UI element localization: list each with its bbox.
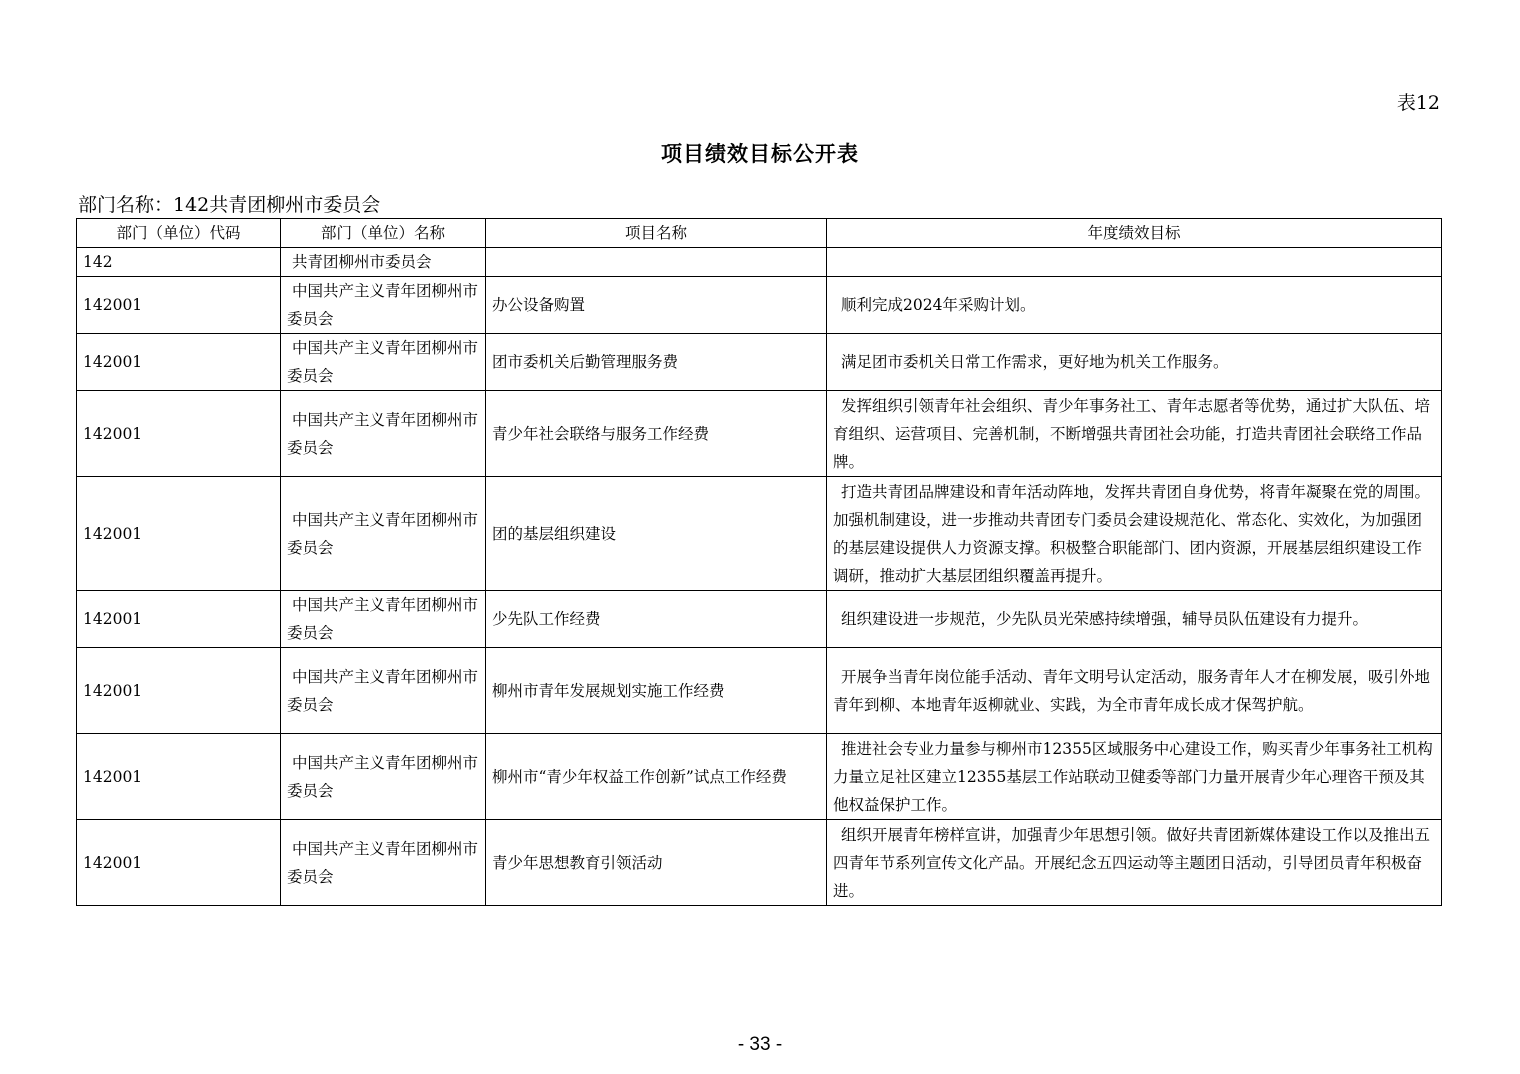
cell-goal: 满足团市委机关日常工作需求，更好地为机关工作服务。 <box>827 334 1442 391</box>
page-number: - 33 - <box>737 1034 783 1055</box>
table-row <box>77 820 1442 906</box>
table-row <box>77 334 1442 391</box>
cell-goal: 推进社会专业力量参与柳州市12355区域服务中心建设工作，购买青少年事务社工机构力量立足社区建立12355基层工作站联动卫健委等部门力量开展青少年心理咨干预及其他权益保护工作。 <box>827 734 1442 820</box>
cell-code: 142001 <box>77 334 281 391</box>
table-row <box>77 591 1442 648</box>
header-dept-name: 部门（单位）名称 <box>281 219 486 248</box>
table-number: 表12 <box>1396 92 1440 114</box>
cell-project: 团的基层组织建设 <box>486 477 827 591</box>
department-name: 部门名称：142共青团柳州市委员会 <box>78 194 381 216</box>
cell-project: 团市委机关后勤管理服务费 <box>486 334 827 391</box>
cell-goal: 组织开展青年榜样宣讲，加强青少年思想引领。做好共青团新媒体建设工作以及推出五四青年节系列宣传文化产品。开展纪念五四运动等主题团日活动，引导团员青年积极奋进。 <box>827 820 1442 906</box>
cell-goal: 发挥组织引领青年社会组织、青少年事务社工、青年志愿者等优势，通过扩大队伍、培育组织、运营项目、完善机制，不断增强共青团社会功能，打造共青团社会联络工作品牌。 <box>827 391 1442 477</box>
cell-project: 青少年社会联络与服务工作经费 <box>486 391 827 477</box>
cell-goal: 打造共青团品牌建设和青年活动阵地，发挥共青团自身优势，将青年凝聚在党的周围。加强机制建设，进一步推动共青团专门委员会建设规范化、常态化、实效化，为加强团的基层建设提供人力资源支撑。积极整合职能部门、团内资源，开展基层组织建设工作调研，推动扩大基层团组织覆盖再提升。 <box>827 477 1442 591</box>
cell-code: 142001 <box>77 477 281 591</box>
cell-project: 办公设备购置 <box>486 277 827 334</box>
table-header-row <box>77 219 1442 248</box>
table-row <box>77 477 1442 591</box>
cell-goal: 开展争当青年岗位能手活动、青年文明号认定活动，服务青年人才在柳发展，吸引外地青年到柳、本地青年返柳就业、实践，为全市青年成长成才保驾护航。 <box>827 648 1442 734</box>
header-annual-goal: 年度绩效目标 <box>827 219 1442 248</box>
cell-unit: 共青团柳州市委员会 <box>281 248 486 277</box>
document-title: 项目绩效目标公开表 <box>661 142 859 166</box>
cell-goal: 组织建设进一步规范，少先队员光荣感持续增强，辅导员队伍建设有力提升。 <box>827 591 1442 648</box>
cell-code: 142001 <box>77 591 281 648</box>
cell-unit: 中国共产主义青年团柳州市委员会 <box>281 734 486 820</box>
cell-project: 少先队工作经费 <box>486 591 827 648</box>
cell-code: 142001 <box>77 277 281 334</box>
cell-goal: 顺利完成2024年采购计划。 <box>827 277 1442 334</box>
cell-unit: 中国共产主义青年团柳州市委员会 <box>281 591 486 648</box>
cell-unit: 中国共产主义青年团柳州市委员会 <box>281 648 486 734</box>
cell-project: 柳州市青年发展规划实施工作经费 <box>486 648 827 734</box>
header-dept-code: 部门（单位）代码 <box>77 219 281 248</box>
cell-code: 142001 <box>77 820 281 906</box>
cell-code: 142001 <box>77 734 281 820</box>
cell-code: 142 <box>77 248 281 277</box>
cell-unit: 中国共产主义青年团柳州市委员会 <box>281 277 486 334</box>
cell-unit: 中国共产主义青年团柳州市委员会 <box>281 477 486 591</box>
cell-unit: 中国共产主义青年团柳州市委员会 <box>281 820 486 906</box>
cell-goal <box>827 248 1442 277</box>
cell-unit: 中国共产主义青年团柳州市委员会 <box>281 334 486 391</box>
table-row <box>77 277 1442 334</box>
table-row <box>77 391 1442 477</box>
cell-project: 青少年思想教育引领活动 <box>486 820 827 906</box>
performance-table <box>76 218 1442 906</box>
cell-code: 142001 <box>77 391 281 477</box>
cell-project: 柳州市“青少年权益工作创新”试点工作经费 <box>486 734 827 820</box>
cell-code: 142001 <box>77 648 281 734</box>
table-row <box>77 648 1442 734</box>
header-project-name: 项目名称 <box>486 219 827 248</box>
table-row <box>77 248 1442 277</box>
cell-unit: 中国共产主义青年团柳州市委员会 <box>281 391 486 477</box>
table-row <box>77 734 1442 820</box>
cell-project <box>486 248 827 277</box>
